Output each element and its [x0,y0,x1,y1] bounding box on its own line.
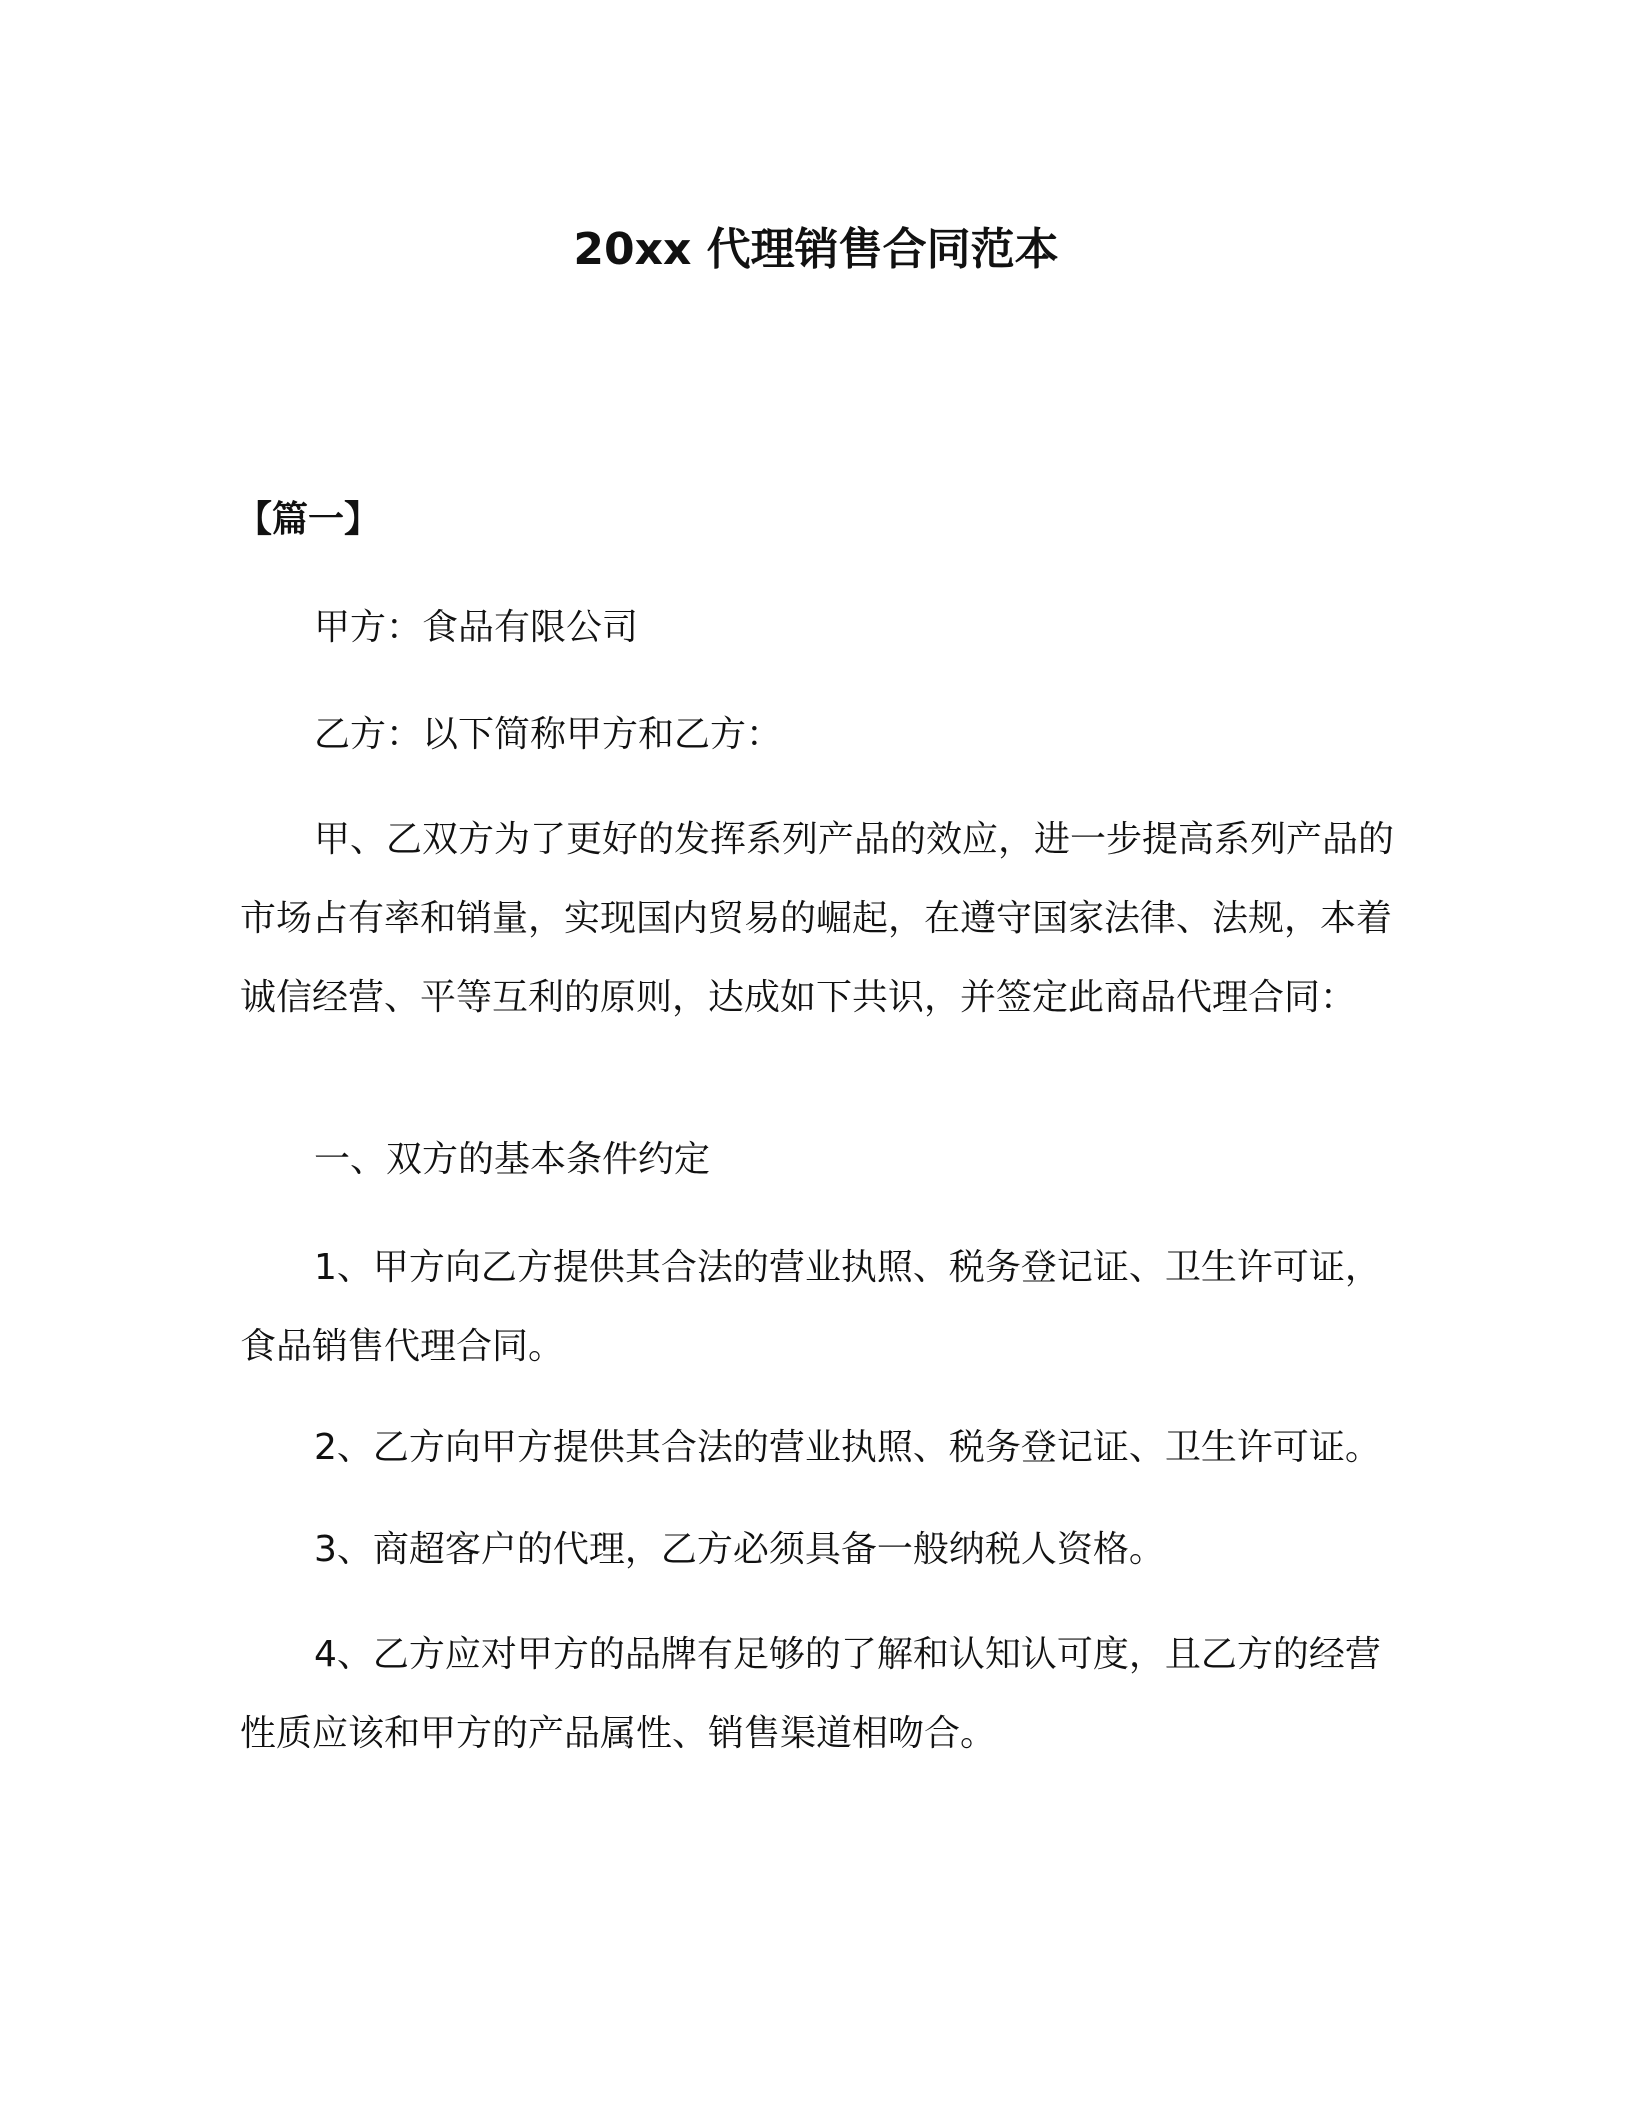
document-title: 20xx 代理销售合同范本 [573,224,1059,275]
party-a-line: 甲方：食品有限公司 [314,607,639,648]
clause-item-3: 3、商超客户的代理，乙方必须具备一般纳税人资格。 [314,1529,1165,1570]
party-b-line: 乙方：以下简称甲方和乙方： [314,714,783,755]
section-heading: 【篇一】 [236,499,381,540]
clause-item-4: 4、乙方应对甲方的品牌有足够的了解和认知认可度，且乙方的经营性质应该和甲方的产品属性、销售渠道相吻合。 [240,1634,1381,1754]
clause-item-2: 2、乙方向甲方提供其合法的营业执照、税务登记证、卫生许可证。 [314,1427,1381,1468]
clause-item-1: 1、甲方向乙方提供其合法的营业执照、税务登记证、卫生许可证，食品销售代理合同。 [240,1247,1381,1367]
clause-heading: 一、双方的基本条件约定 [314,1139,711,1180]
preamble-paragraph: 甲、乙双方为了更好的发挥系列产品的效应，进一步提高系列产品的市场占有率和销量，实现国内贸易的崛起，在遵守国家法律、法规，本着诚信经营、平等互利的原则，达成如下共识，并签定此商品代理合同： [240,819,1395,1018]
